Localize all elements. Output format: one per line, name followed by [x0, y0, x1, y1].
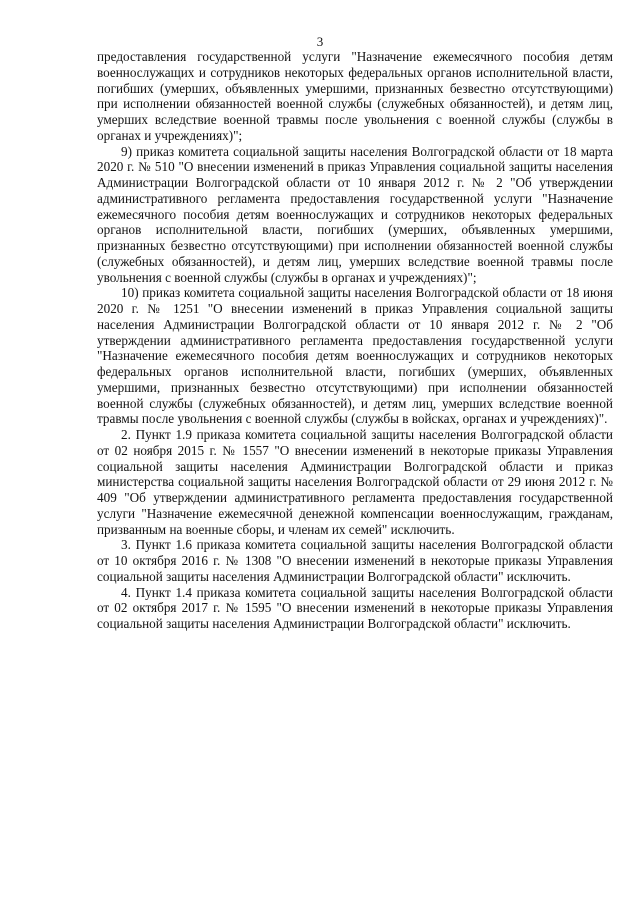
document-body — [97, 49, 613, 632]
paragraph-point-4: 4. Пункт 1.4 приказа комитета социальной защиты населения Волгоградской области от 02 октября 2017 г. № 1595 "О внесении изменений в некоторые приказы Управления социальной защиты населения Администрации Волгоградской области" исключить. — [97, 584, 613, 631]
page-number: 3 — [316, 34, 324, 49]
paragraph-item-9: 9) приказ комитета социальной защиты населения Волгоградской области от 18 марта 2020 г. № 510 "О внесении изменений в приказ Управления социальной защиты населения Администрации Волгоградской области от 10 января 2012 г. № 2 "Об утверждении административного регламента предоставления государственной услуги "Назначение ежемесячного пособия детям военнослужащих и сотрудников некоторых федеральных органов исполнительной власти, погибших (умерших, объявленных умершими, признанных безвестно отсутствующими) при исполнении обязанностей военной службы (служебных обязанностей), и детям лиц, умерших вследствие военной травмы после увольнения с военной службы (службы в органах и учреждениях)"; — [97, 143, 613, 285]
paragraph-point-3: 3. Пункт 1.6 приказа комитета социальной защиты населения Волгоградской области от 10 октября 2016 г. № 1308 "О внесении изменений в некоторые приказы Управления социальной защиты населения Администрации Волгоградской области" исключить. — [97, 537, 613, 584]
paragraph-point-2: 2. Пункт 1.9 приказа комитета социальной защиты населения Волгоградской области от 02 ноября 2015 г. № 1557 "О внесении изменений в некоторые приказы Управления социальной защиты населения Администрации Волгоградской области и приказ министерства социальной защиты населения Волгоградской области от 29 июня 2012 г. № 409 "Об утверждении административного регламента предоставления государственной услуги "Назначение ежемесячной денежной компенсации военнослужащим, гражданам, призванным на военные сборы, и членам их семей" исключить. — [97, 427, 613, 537]
paragraph-continuation: предоставления государственной услуги "Назначение ежемесячного пособия детям военнослужащих и сотрудников некоторых федеральных органов исполнительной власти, погибших (умерших, объявленных умершими, признанных безвестно отсутствующими) при исполнении обязанностей военной службы (служебных обязанностей), и детям лиц, умерших вследствие военной травмы после увольнения с военной службы (службы в органах и учреждениях)"; — [97, 49, 613, 143]
paragraph-item-10: 10) приказ комитета социальной защиты населения Волгоградской области от 18 июня 2020 г. № 1251 "О внесении изменений в приказ Управления социальной защиты населения Администрации Волгоградской области от 10 января 2012 г. № 2 "Об утверждении административного регламента предоставления государственной услуги "Назначение ежемесячного пособия детям военнослужащих и сотрудников некоторых федеральных органов исполнительной власти, погибших (умерших, объявленных умершими, признанных безвестно отсутствующими) при исполнении обязанностей военной службы (служебных обязанностей), и детям лиц, умерших вследствие военной травмы после увольнения с военной службы (службы в войсках, органах и учреждениях)". — [97, 285, 613, 427]
